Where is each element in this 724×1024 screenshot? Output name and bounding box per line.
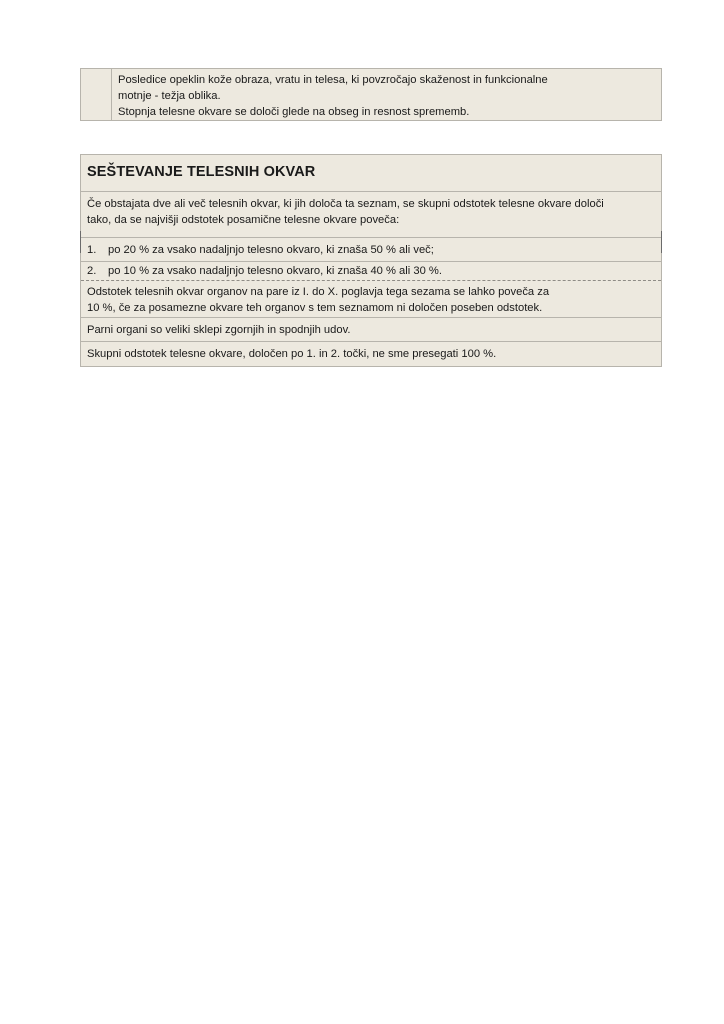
section-title: SEŠTEVANJE TELESNIH OKVAR bbox=[87, 164, 316, 180]
paired-organs-note: Parni organi so veliki sklepi zgornjih in spodnjih udov. bbox=[81, 317, 661, 341]
intro-line-1: Če obstajata dve ali več telesnih okvar, ki jih določa ta seznam, se skupni odstotek telesne okvare določi bbox=[87, 198, 604, 210]
intro-paragraph bbox=[81, 191, 661, 237]
left-border-tick bbox=[80, 231, 81, 253]
total-limit-note: Skupni odstotek telesne okvare, določen po 1. in 2. točki, ne sme presegati 100 %. bbox=[81, 341, 661, 366]
empty-number-cell bbox=[81, 69, 112, 120]
list-item bbox=[81, 261, 661, 280]
burn-consequences-line-1: Posledice opeklin kože obraza, vratu in telesa, ki povzročajo skaženost in funkcionalne bbox=[118, 74, 548, 86]
paired-organs-paragraph bbox=[81, 280, 661, 317]
severity-note: Stopnja telesne okvare se določi glede na obseg in resnost sprememb. bbox=[118, 106, 470, 118]
paired-organs-line-2: 10 %, če za posamezne okvare teh organov s tem seznamom ni določen poseben odstotek. bbox=[87, 302, 543, 314]
intro-line-2: tako, da se najvišji odstotek posamične telesne okvare poveča: bbox=[87, 214, 400, 226]
burn-consequences-cell bbox=[112, 69, 661, 120]
right-border-tick bbox=[661, 231, 662, 253]
list-item-number: 2. bbox=[87, 265, 97, 277]
list-item-text: po 10 % za vsako nadaljnjo telesno okvaro, ki znaša 40 % ali 30 %. bbox=[108, 265, 442, 277]
list-item-text: po 20 % za vsako nadaljnjo telesno okvaro, ki znaša 50 % ali več; bbox=[108, 244, 434, 256]
paired-organs-line-1: Odstotek telesnih okvar organov na pare iz I. do X. poglavja tega sezama se lahko poveča za bbox=[87, 286, 550, 298]
list-item-number: 1. bbox=[87, 244, 97, 256]
continuation-table bbox=[80, 68, 662, 121]
burn-consequences-line-2: motnje - težja oblika. bbox=[118, 90, 221, 102]
list-item bbox=[81, 237, 661, 261]
impairment-summation-table bbox=[80, 154, 662, 367]
